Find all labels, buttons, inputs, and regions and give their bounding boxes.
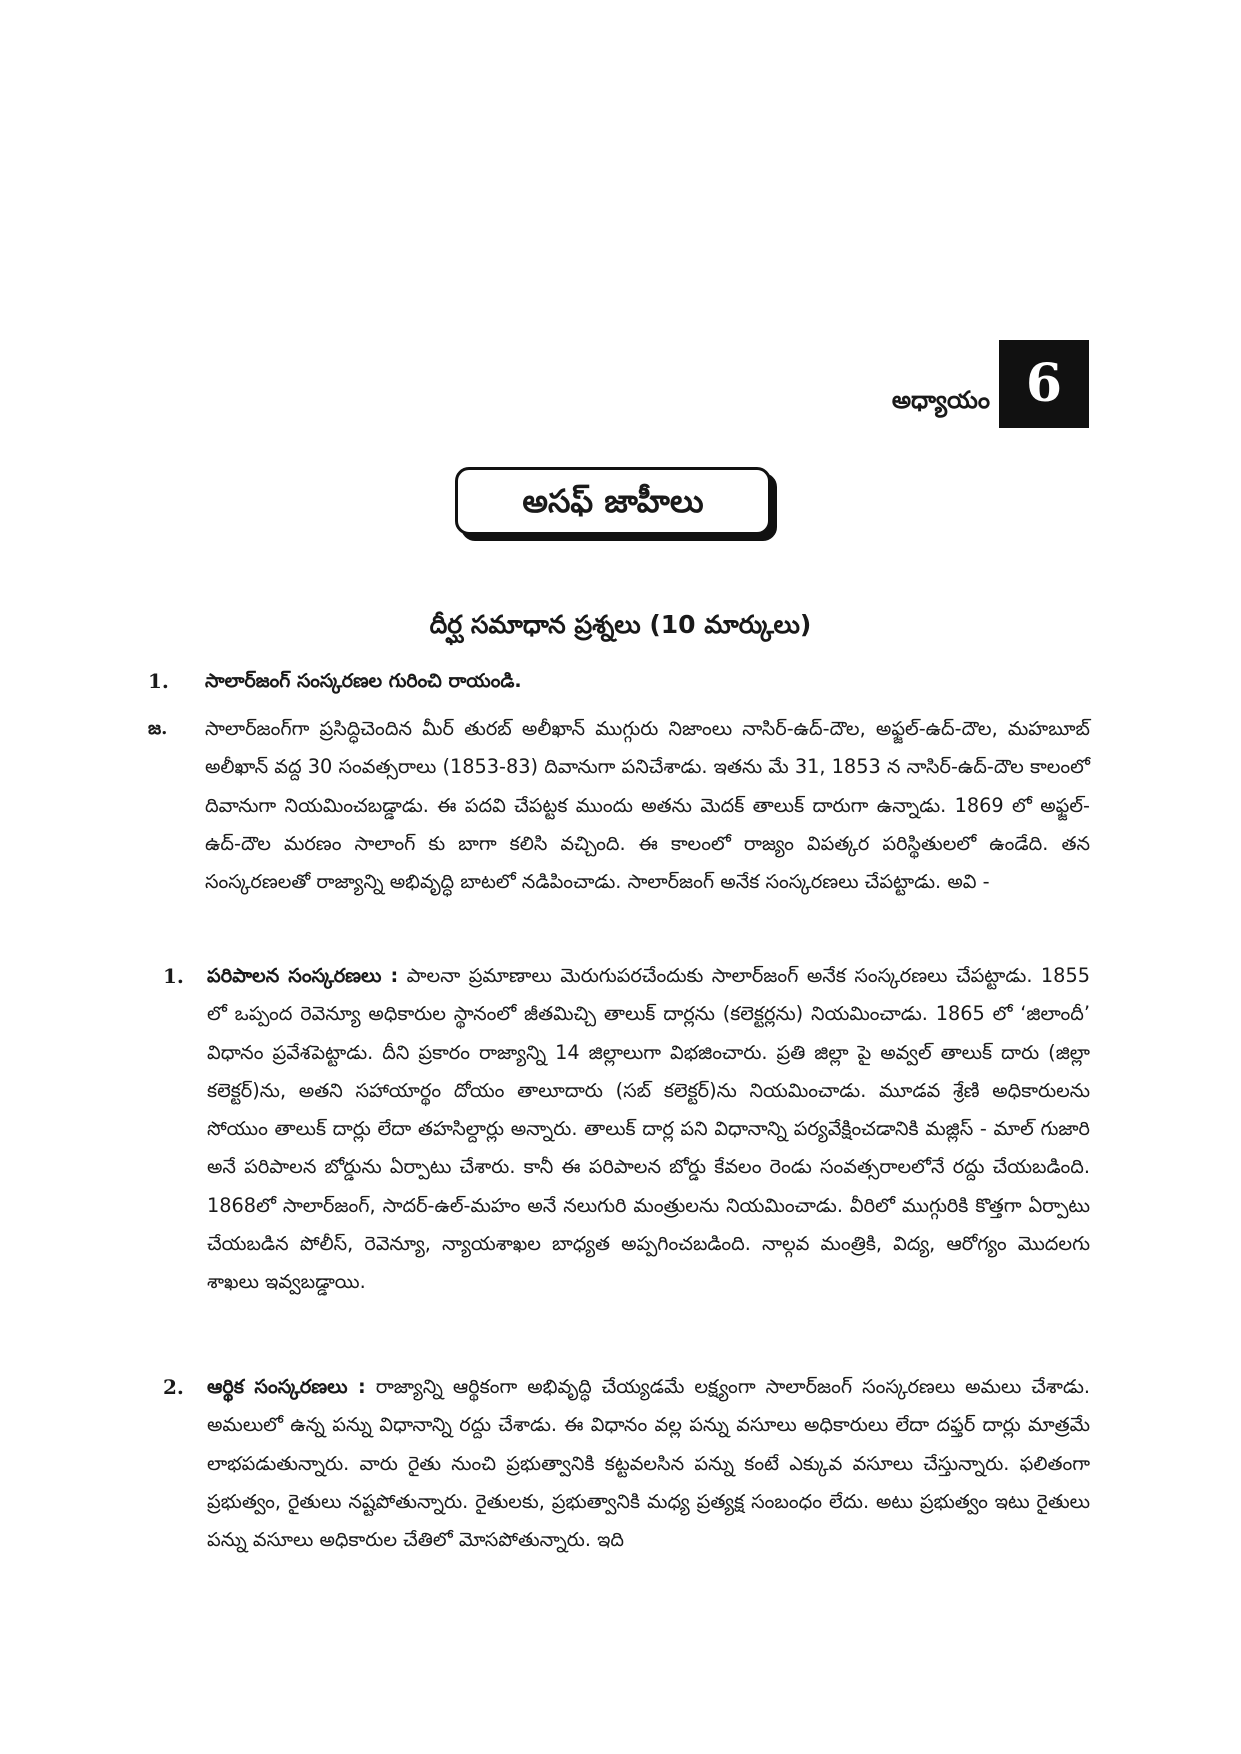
reform-text: రాజ్యాన్ని ఆర్థికంగా అభివృద్ధి చేయ్యడమే లక్ష్యంగా సాలార్‌జంగ్ సంస్కరణలు అమలు చేశాడు. అమలులో ఉన్న పన్ను విధానాన్ని రద్దు చేశాడు. ఈ విధానం వల్ల పన్ను వసూలు అధికారులు లేదా దఫ్తర్ దార్లు మాత్రమే లాభపడుతున్నారు. వారు రైతు నుంచి ప్రభుత్వానికి కట్టవలసిన పన్ను కంటే ఎక్కువ వసూలు చేస్తున్నారు. ఫలితంగా ప్రభుత్వం, రైతులు నష్టపోతున్నారు. రైతులకు, ప్రభుత్వానికి మధ్య ప్రత్యక్ష సంబంధం లేదు. అటు ప్రభుత్వం ఇటు రైతులు పన్ను వసూలు అధికారుల చేతిలో మోసపోతున్నారు. ఇది — [207, 1375, 1090, 1552]
question-number: 1. — [148, 669, 169, 693]
answer-marker: జ. — [148, 718, 168, 739]
reform-heading: పరిపాలన సంస్కరణలు : — [207, 964, 399, 987]
reform-number: 1. — [163, 964, 184, 988]
chapter-label: అధ్యాయం — [891, 386, 990, 414]
reform-paragraph — [207, 957, 1090, 1302]
question-text: సాలార్‌జంగ్ సంస్కరణల గురించి రాయండి. — [205, 670, 522, 692]
answer-paragraph: సాలార్‌జంగ్‌గా ప్రసిద్ధిచెందిన మీర్ తురబ్ అలీఖాన్ ముగ్గురు నిజాంలు నాసిర్-ఉద్-దౌల, అఫ్జల్-ఉద్-దౌల, మహబూబ్ అలీఖాన్ వద్ద 30 సంవత్సరాలు (1853-83) దివానుగా పనిచేశాడు. ఇతను మే 31, 1853 న నాసిర్-ఉద్-దౌల కాలంలో దివానుగా నియమించబడ్డాడు. ఈ పదవి చేపట్టక ముందు అతను మెదక్ తాలుక్ దారుగా ఉన్నాడు. 1869 లో అఫ్జల్-ఉద్-దౌల మరణం సాలాంగ్ కు బాగా కలిసి వచ్చింది. ఈ కాలంలో రాజ్యం విపత్కర పరిస్థితులలో ఉండేది. తన సంస్కరణలతో రాజ్యాన్ని అభివృద్ధి బాటలో నడిపించాడు. సాలార్‌జంగ్ అనేక సంస్కరణలు చేపట్టాడు. అవి - — [205, 717, 1090, 894]
reform-heading: ఆర్థిక సంస్కరణలు : — [207, 1375, 366, 1398]
reform-paragraph — [207, 1368, 1090, 1559]
reform-number: 2. — [163, 1375, 184, 1399]
chapter-title-frame — [455, 467, 775, 537]
reform-text: పాలనా ప్రమాణాలు మెరుగుపరచేందుకు సాలార్‌జంగ్ అనేక సంస్కరణలు చేపట్టాడు. 1855 లో ఒప్పంద రెవెన్యూ అధికారుల స్థానంలో జీతమిచ్చి తాలుక్ దార్లను (కలెక్టర్లను) నియమించాడు. 1865 లో ‘జిలాందీ’ విధానం ప్రవేశపెట్టాడు. దీని ప్రకారం రాజ్యాన్ని 14 జిల్లాలుగా విభజించారు. ప్రతి జిల్లా పై అవ్వల్ తాలుక్ దారు (జిల్లా కలెక్టర్)ను, అతని సహాయార్థం దోయం తాలూదారు (సబ్ కలెక్టర్)ను నియమించాడు. మూడవ శ్రేణి అధికారులను సోయుం తాలుక్ దార్లు లేదా తహసిల్దార్లు అన్నారు. తాలుక్ దార్ల పని విధానాన్ని పర్యవేక్షించడానికి మజ్లిస్ - మాల్ గుజారి అనే పరిపాలన బోర్డును ఏర్పాటు చేశారు. కానీ ఈ పరిపాలన బోర్డు కేవలం రెండు సంవత్సరాలలోనే రద్దు చేయబడింది. 1868లో సాలార్‌జంగ్, సాదర్-ఉల్-మహం అనే నలుగురి మంత్రులను నియమించాడు. వీరిలో ముగ్గురికి కొత్తగా ఏర్పాటు చేయబడిన పోలీస్, రెవెన్యూ, న్యాయశాఖల బాధ్యత అప్పగించబడింది. నాల్గవ మంత్రికి, విద్య, ఆరోగ్యం మొదలగు శాఖలు ఇవ్వబడ్డాయి. — [207, 964, 1090, 1294]
chapter-number: 6 — [999, 340, 1089, 428]
section-heading: దీర్ఘ సమాధాన ప్రశ్నలు (10 మార్కులు) — [429, 610, 812, 639]
chapter-title: అసఫ్ జాహీలు — [455, 467, 771, 535]
